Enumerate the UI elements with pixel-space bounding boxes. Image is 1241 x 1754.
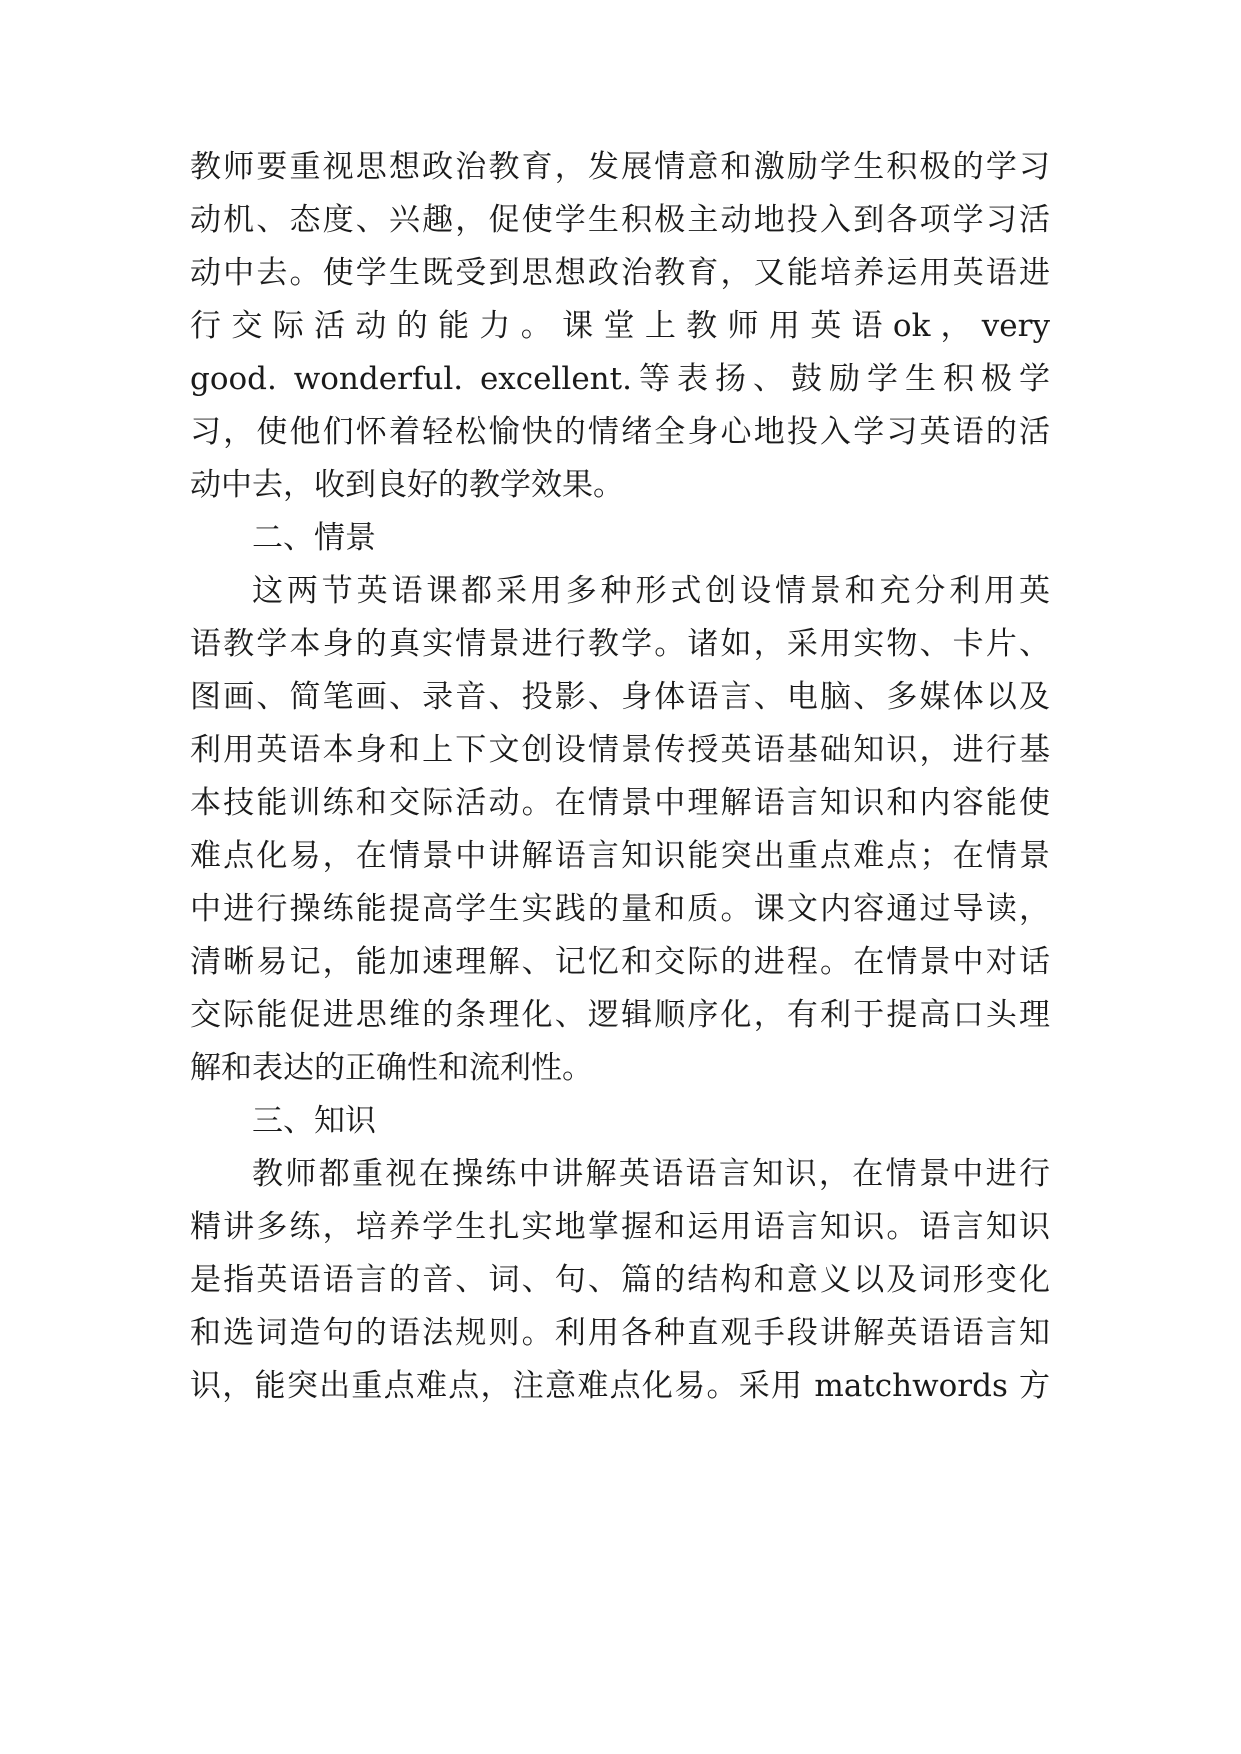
body-text-line: 动机、态度、兴趣，促使学生积极主动地投入到各项学习活 [190, 202, 1050, 238]
body-text-line: 行 交 际 活 动 的 能 力 。 课 堂 上 教 师 用 英 语 ok ， very [190, 308, 1050, 344]
body-text-line: 利用英语本身和上下文创设情景传授英语基础知识，进行基 [190, 732, 1050, 768]
section-heading: 三、知识 [252, 1103, 376, 1139]
body-text-line: 是指英语语言的音、词、句、篇的结构和意义以及词形变化 [190, 1262, 1050, 1298]
body-text-line: 和选词造句的语法规则。利用各种直观手段讲解英语语言知 [190, 1315, 1050, 1351]
body-text-line: 习，使他们怀着轻松愉快的情绪全身心地投入学习英语的活 [190, 414, 1050, 450]
body-text-line: 识，能突出重点难点，注意难点化易。采用 matchwords 方 [190, 1368, 1050, 1404]
body-text-line: 这两节英语课都采用多种形式创设情景和充分利用英 [252, 573, 1050, 609]
section-heading: 二、情景 [252, 520, 376, 556]
body-text-line: 教师要重视思想政治教育，发展情意和激励学生积极的学习 [190, 149, 1050, 185]
body-text-line: 动中去。使学生既受到思想政治教育，又能培养运用英语进 [190, 255, 1050, 291]
body-text-line: 教师都重视在操练中讲解英语语言知识，在情景中进行 [252, 1156, 1050, 1192]
body-text-line: 精讲多练，培养学生扎实地掌握和运用语言知识。语言知识 [190, 1209, 1050, 1245]
body-text-line: 交际能促进思维的条理化、逻辑顺序化，有利于提高口头理 [190, 997, 1050, 1033]
body-text-line: 中进行操练能提高学生实践的量和质。课文内容通过导读， [190, 891, 1050, 927]
body-text-line: 本技能训练和交际活动。在情景中理解语言知识和内容能使 [190, 785, 1050, 821]
body-text-line: 解和表达的正确性和流利性。 [190, 1050, 593, 1086]
body-text-line: 图画、简笔画、录音、投影、身体语言、电脑、多媒体以及 [190, 679, 1050, 715]
body-text-line: 动中去，收到良好的教学效果。 [190, 467, 624, 503]
body-text-line: good. wonderful. excellent.等表扬、鼓励学生积极学 [190, 361, 1050, 397]
body-text-line: 难点化易，在情景中讲解语言知识能突出重点难点；在情景 [190, 838, 1050, 874]
body-text-line: 清晰易记，能加速理解、记忆和交际的进程。在情景中对话 [190, 944, 1050, 980]
body-text-line: 语教学本身的真实情景进行教学。诸如，采用实物、卡片、 [190, 626, 1050, 662]
